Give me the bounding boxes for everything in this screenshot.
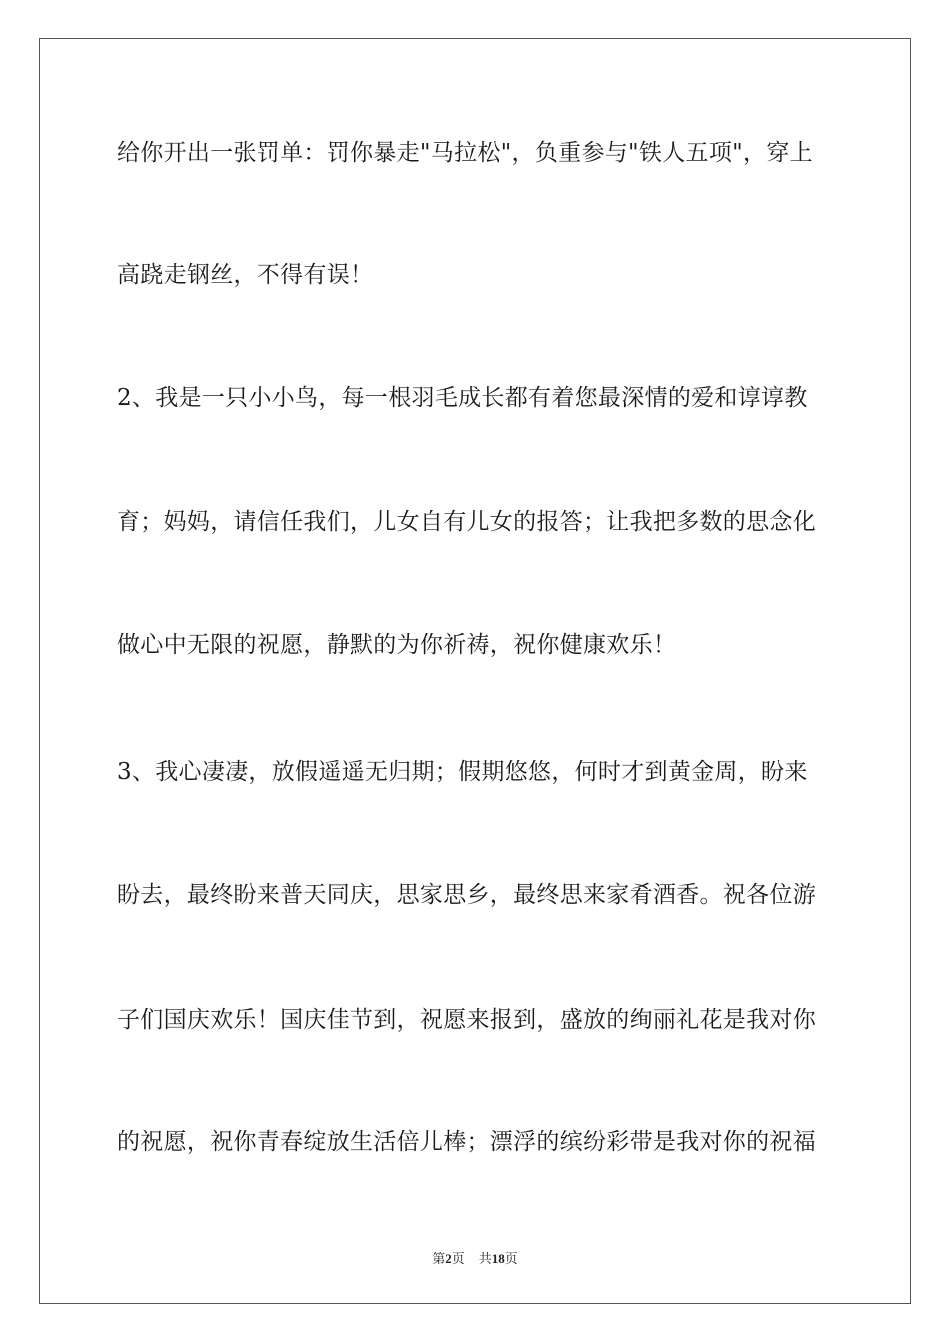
footer-page-suffix: 页 xyxy=(451,1251,465,1266)
footer-total-suffix: 页 xyxy=(504,1251,518,1266)
footer-page-prefix: 第 xyxy=(432,1251,446,1266)
body-line-7: 盼去，最终盼来普天同庆，思家思乡，最终思来家肴酒香。祝各位游 xyxy=(117,882,816,908)
body-line-2: 高跷走钢丝，不得有误！ xyxy=(117,262,374,288)
body-line-4: 育；妈妈，请信任我们，儿女自有儿女的报答；让我把多数的思念化 xyxy=(117,509,816,535)
body-line-1: 给你开出一张罚单：罚你暴走"马拉松"，负重参与"铁人五项"，穿上 xyxy=(117,140,813,166)
footer-total-prefix: 共 xyxy=(478,1251,492,1266)
body-line-9: 的祝愿，祝你青春绽放生活倍儿棒；漂浮的缤纷彩带是我对你的祝福 xyxy=(117,1129,816,1155)
footer-page-number: 2 xyxy=(445,1251,452,1266)
body-line-8: 子们国庆欢乐！国庆佳节到，祝愿来报到，盛放的绚丽礼花是我对你 xyxy=(117,1007,816,1033)
page-border xyxy=(39,38,911,1304)
body-line-3: 2、我是一只小小鸟，每一根羽毛成长都有着您最深情的爱和谆谆教 xyxy=(117,385,808,411)
body-line-5: 做心中无限的祝愿，静默的为你祈祷，祝你健康欢乐！ xyxy=(117,632,677,658)
footer-total-pages: 18 xyxy=(491,1251,505,1266)
body-line-6: 3、我心凄凄，放假遥遥无归期；假期悠悠，何时才到黄金周，盼来 xyxy=(117,759,808,785)
page-footer xyxy=(0,1248,950,1267)
